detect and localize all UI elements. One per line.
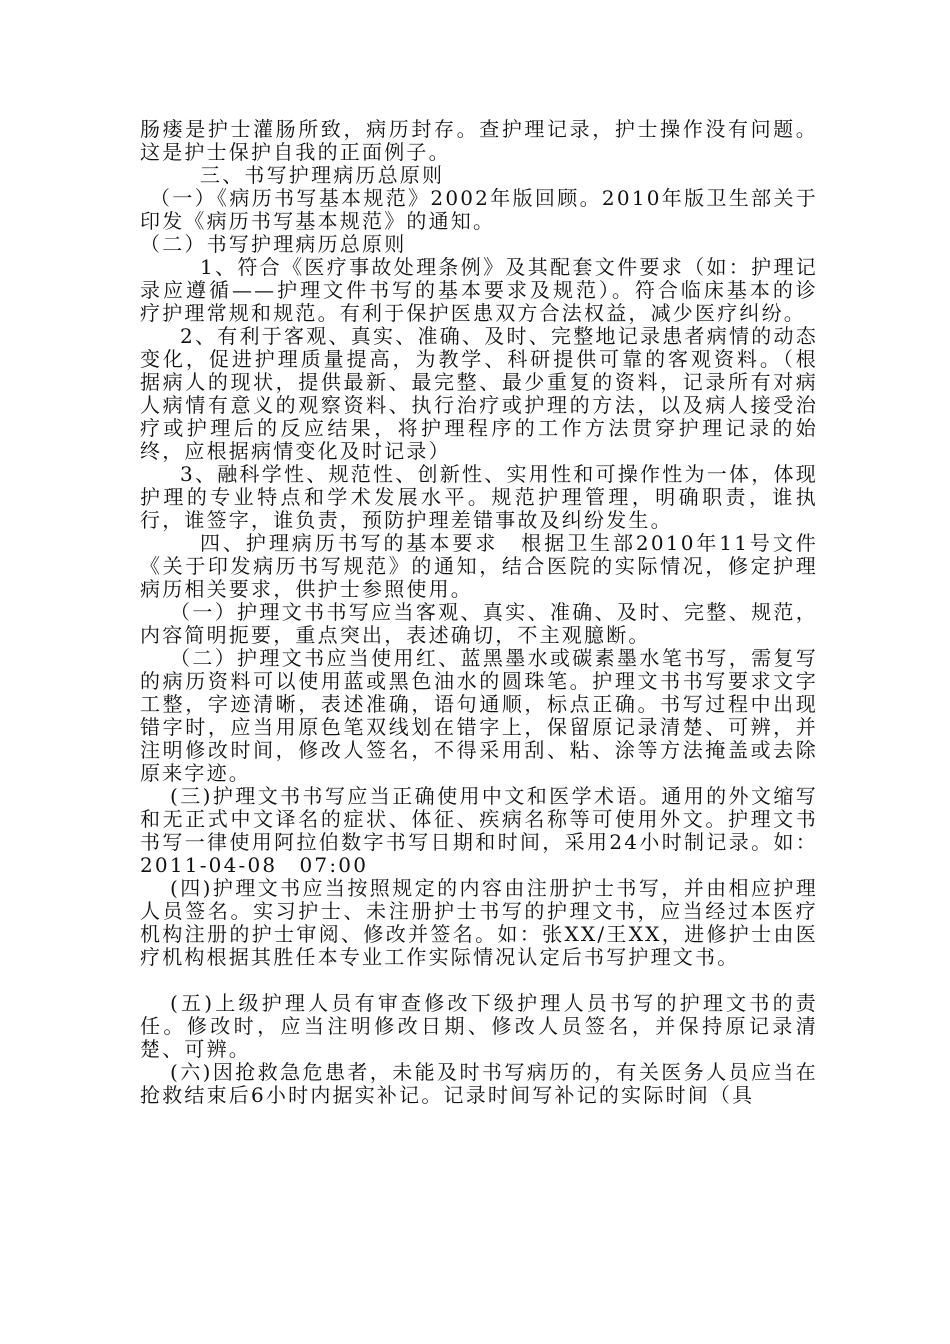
- paragraph-principle-1: 1、符合《医疗事故处理条例》及其配套文件要求（如：护理记录应遵循——护理文件书写的基本要求及规范）。符合临床基本的诊疗护理常规和规范。有利于保护医患双方合法权益，减少医疗纠纷。: [140, 255, 818, 325]
- paragraph-4-3: (三)护理文书书写应当正确使用中文和医学术语。通用的外文缩写和无正式中文译名的症状、体征、疾病名称等可使用外文。护理文书书写一律使用阿拉伯数字书写日期和时间，采用24小时制记录。如：2011-04-08 07:00: [140, 784, 818, 877]
- paragraph-principle-2: 2、有利于客观、真实、准确、及时、完整地记录患者病情的动态变化，促进护理质量提高，为教学、科研提供可靠的客观资料。（根据病人的现状，提供最新、最完整、最少重复的资料，记录所有对病人病情有意义的观察资料、执行治疗或护理的方法，以及病人接受治疗或护理后的反应结果，将护理程序的工作方法贯穿护理记录的始终，应根据病情变化及时记录）: [140, 324, 818, 463]
- paragraph-4-6: (六)因抢救急危患者，未能及时书写病历的，有关医务人员应当在抢救结束后6小时内据实补记。记录时间写补记的实际时间（具: [140, 1060, 818, 1107]
- paragraph-4-2: （二）护理文书应当使用红、蓝黑墨水或碳素墨水笔书写，需复写的病历资料可以使用蓝或黑色油水的圆珠笔。护理文书书写要求文字工整，字迹清晰，表述准确，语句通顺，标点正确。书写过程中出现错字时，应当用原色笔双线划在错字上，保留原记录清楚、可辨，并注明修改时间，修改人签名，不得采用刮、粘、涂等方法掩盖或去除原来字迹。: [140, 646, 818, 785]
- document-page: [140, 118, 818, 1107]
- paragraph-spacer: [140, 969, 818, 992]
- heading-section-4: 四、护理病历书写的基本要求 根据卫生部2010年11号文件《关于印发病历书写规范》的通知，结合医院的实际情况，修定护理病历相关要求，供护士参照使用。: [140, 531, 818, 601]
- paragraph-intro: 肠瘘是护士灌肠所致，病历封存。查护理记录，护士操作没有问题。这是护士保护自我的正面例子。: [140, 117, 818, 164]
- paragraph-4-4: (四)护理文书应当按照规定的内容由注册护士书写，并由相应护理人员签名。实习护士、未注册护士书写的护理文书，应当经过本医疗机构注册的护士审阅、修改并签名。如：张XX/王XX，进修护士由医疗机构根据其胜任本专业工作实际情况认定后书写护理文书。: [140, 876, 818, 969]
- heading-3-2: （二）书写护理病历总原则: [140, 232, 407, 256]
- paragraph-3-1: （一）《病历书写基本规范》2002年版回顾。2010年版卫生部关于印发《病历书写基本规范》的通知。: [140, 186, 818, 233]
- paragraph-4-5: (五)上级护理人员有审查修改下级护理人员书写的护理文书的责任。修改时，应当注明修改日期、修改人员签名，并保持原记录清楚、可辨。: [140, 991, 818, 1061]
- paragraph-principle-3: 3、融科学性、规范性、创新性、实用性和可操作性为一体，体现护理的专业特点和学术发展水平。规范护理管理，明确职责，谁执行，谁签字，谁负责，预防护理差错事故及纠纷发生。: [140, 462, 818, 532]
- heading-section-3: 三、书写护理病历总原则: [200, 163, 445, 187]
- paragraph-4-1: （一）护理文书书写应当客观、真实、准确、及时、完整、规范，内容简明扼要，重点突出，表述确切，不主观臆断。: [140, 600, 818, 647]
